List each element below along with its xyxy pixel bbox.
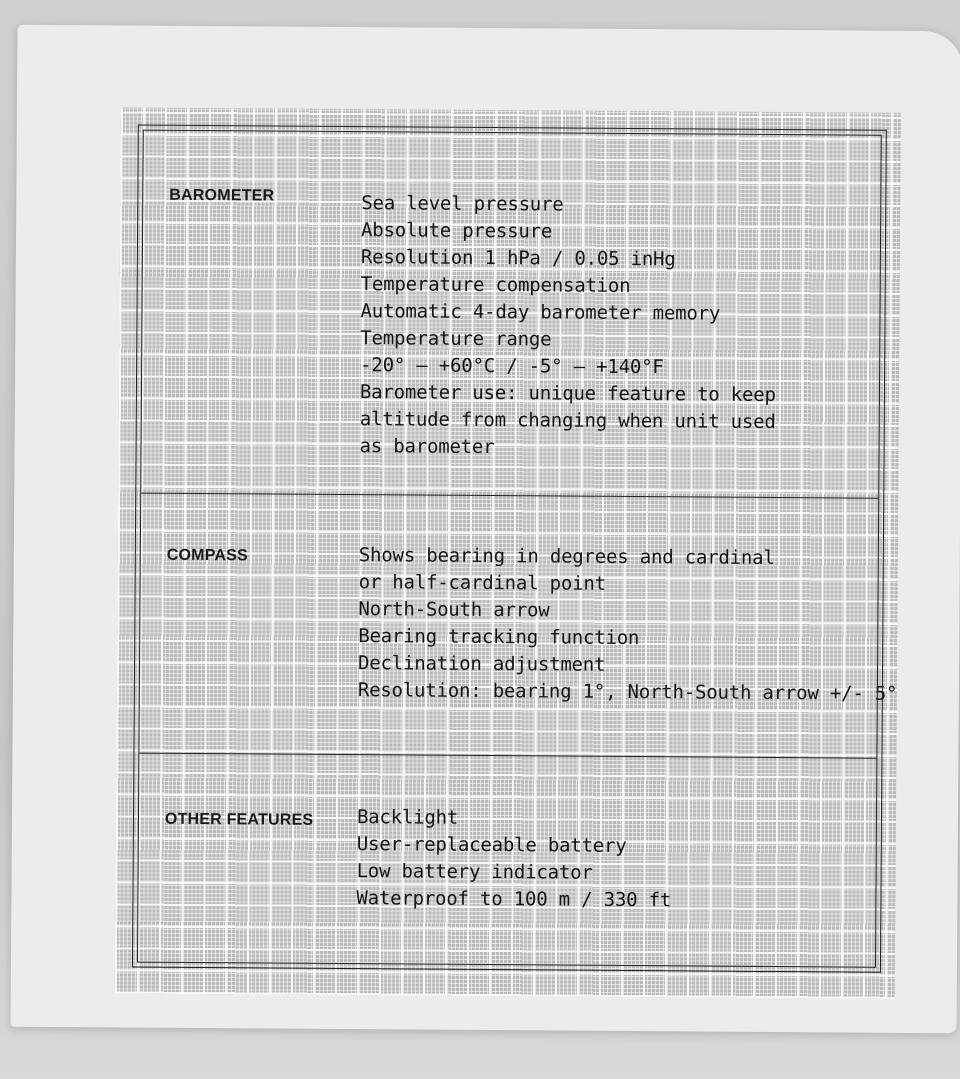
section-compass	[139, 495, 898, 756]
feature-line: Sea level pressure	[361, 192, 564, 216]
section-label: COMPASS	[166, 546, 248, 565]
section-barometer	[141, 131, 881, 498]
spec-table	[137, 130, 898, 968]
spec-frame	[132, 125, 898, 973]
feature-line: Automatic 4-day barometer memory	[360, 300, 721, 325]
section-other-features	[138, 755, 876, 950]
feature-line: Absolute pressure	[361, 219, 553, 243]
feature-line: as barometer	[359, 435, 495, 459]
section-label: OTHER FEATURES	[164, 810, 314, 829]
feature-line: Declination adjustment	[357, 652, 606, 676]
feature-line: Waterproof to 100 m / 330 ft	[356, 887, 672, 912]
feature-line: User-replaceable battery	[356, 833, 627, 857]
feature-line: Resolution 1 hPa / 0.05 inHg	[360, 246, 676, 271]
feature-list	[359, 190, 777, 463]
feature-line: Bearing tracking function	[358, 625, 640, 650]
feature-line: altitude from changing when unit used	[359, 408, 776, 434]
feature-list	[358, 542, 899, 708]
feature-line: Temperature range	[360, 327, 552, 351]
feature-line: Shows bearing in degrees and cardinal	[358, 544, 775, 570]
feature-line: Low battery indicator	[356, 860, 593, 884]
feature-line: Resolution: bearing 1°, North-South arrow +/- 5°	[357, 679, 898, 705]
feature-list	[356, 804, 671, 914]
feature-line: North-South arrow	[358, 598, 550, 622]
section-label: BAROMETER	[169, 186, 275, 205]
spec-panel	[115, 107, 901, 998]
feature-line: Backlight	[356, 806, 459, 829]
feature-line: or half-cardinal point	[358, 571, 606, 595]
product-box-side	[11, 25, 960, 1034]
feature-line: Temperature compensation	[360, 273, 631, 297]
feature-line: Barometer use: unique feature to keep	[359, 381, 776, 407]
feature-line: -20° – +60°C / -5° – +140°F	[360, 354, 664, 379]
